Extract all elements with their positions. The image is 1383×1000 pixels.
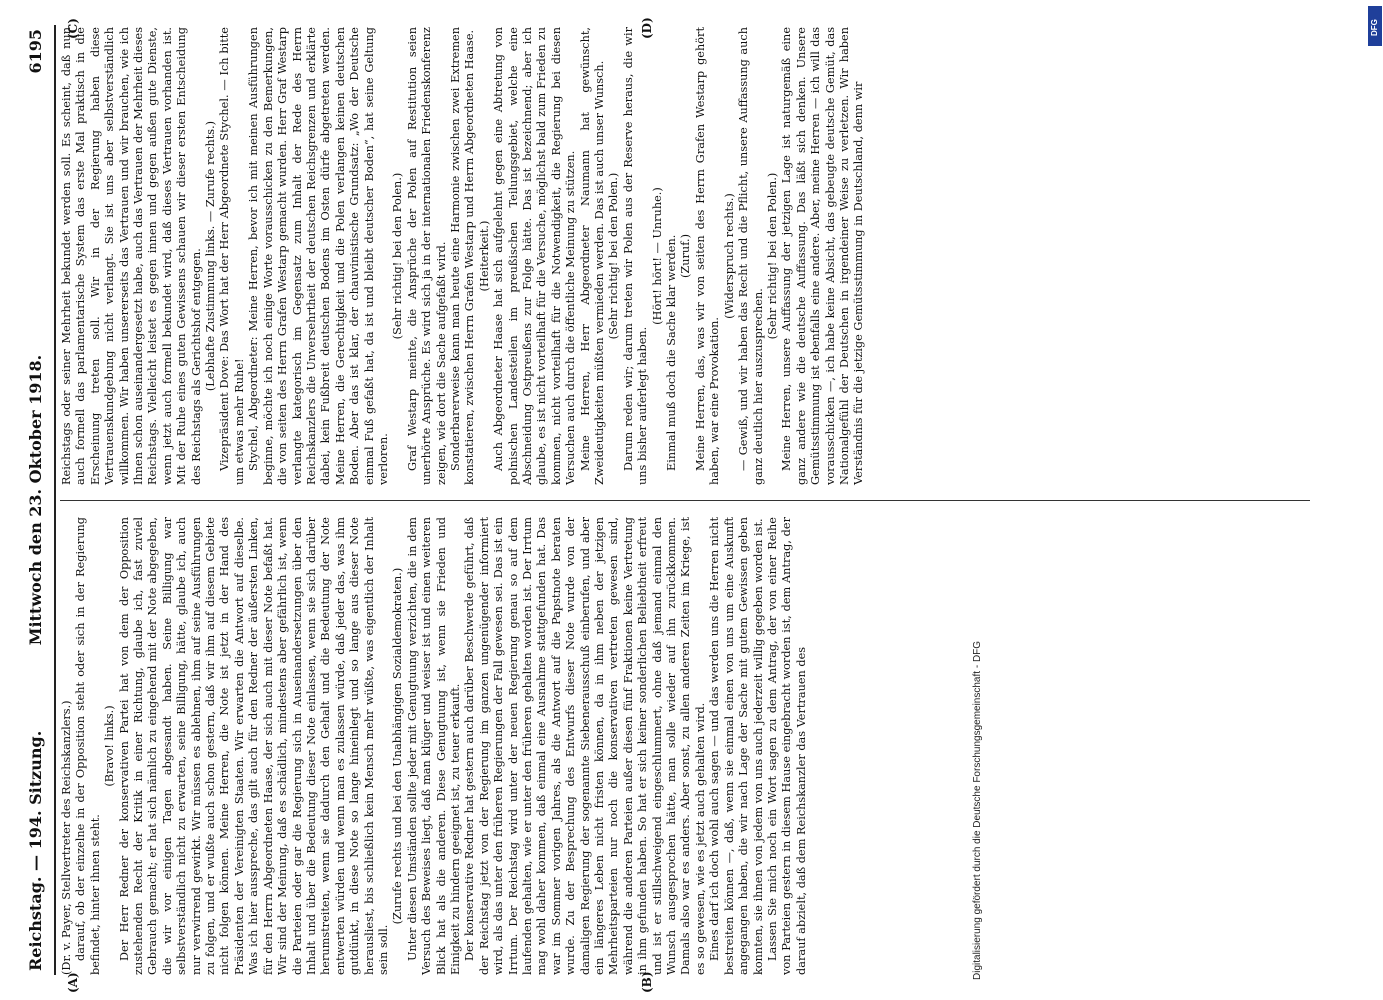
- paragraph: Reichstags oder seiner Mehrheit bekundet werden soll. Es scheint, daß nun auch formell das parlamentarische System das erste Mal praktisch in die Erscheinung treten soll. Wir in der Regierung haben diese Vertrauenskundgebung nicht verlangt. Sie ist uns aber selbstverständlich willkommen. Wir haben unsererseits das Vertrauen und wir brauchen, wie ich Ihnen schon auseinandergesetzt habe, auch das Vertrauen der Mehrheit dieses Reichstags. Vielleicht leistet es gegen innen und gegen außen gute Dienste, wenn jetzt auch formell bekundet wird, daß dieses Vertrauen vorhanden ist. Mit der Ruhe eines guten Gewissens schauen wir dieser ersten Entscheidung des Reichstags als Gerichtshof entgegen.: [60, 27, 203, 485]
- paragraph: Stychel, Abgeordneter: Meine Herren, bevor ich mit meinen Ausführungen beginne, möchte ich noch einige Worte vorausschicken zu den Bemerkungen, die von seiten des Herrn Grafen Westarp gemacht wurden. Herr Graf Westarp verlangte kategorisch im Gegensatz zum Inhalt der Rede des Herrn Reichskanzlers die Unversehrtheit der deutschen Reichsgrenzen und erklärte dabei, kein Fußbreit deutschen Bodens im Osten dürfe abgetreten werden. Meine Herren, die Gerechtigkeit und die Polen verlangen keinen deutschen Boden. Aber das ist klar, der chauvinistische Grundsatz: „Wo der Deutsche einmal Fuß gefaßt hat, da ist und bleibt deutscher Boden“, hat seine Geltung verloren.: [247, 27, 390, 485]
- interjection: (Sehr richtig! bei den Polen.): [765, 172, 779, 340]
- paragraph: Darum reden wir; darum treten wir Polen aus der Reserve heraus, die wir uns bisher auferlegt haben.: [621, 27, 650, 485]
- interjection: (Lebhafte Zustimmung links. — Zurufe rechts.): [204, 120, 218, 392]
- paragraph: Graf Westarp meinte, die Ansprüche der Polen auf Restitution seien unerhörte Ansprüche. Es wird sich ja in der internationalen Friedenskonferenz zeigen, wie dort die Sache aufgefaßt wird.: [405, 27, 448, 485]
- paragraph: Vizepräsident Dove: Das Wort hat der Herr Abgeordnete Stychel. — Ich bitte um etwas mehr Ruhe!: [218, 27, 246, 485]
- rotated-page: [20, 17, 1320, 993]
- paragraph: Der konservative Redner hat gestern auch darüber Beschwerde geführt, daß der Reichstag jetzt von der Regierung im ganzen ungenügender informiert wird, als das unter den früheren Regierungen der Fall gewesen sei. Das ist ein Irrtum. Der Reichstag wird unter der neuen Regierung genau so auf dem laufenden gehalten, wie er unter den früheren gehalten worden ist. Der Irrtum mag wohl daher kommen, daß einmal eine Ausnahme stattgefunden hat. Das war im Sommer vorigen Jahres, als die Antwort auf die Papstnote beraten wurde. Zu der Besprechung des Entwurfs dieser Note wurde von der damaligen Regierung der sogenannte Siebenerausschuß einberufen, und aber ein längeres Leben nicht fristen können, da in ihm neben der jetzigen Mehrheitsparteien nur noch die konservativen vertreten gewesen sind, während die anderen Parteien außer diesen fünf Fraktionen keine Vertretung in ihm gefunden haben. So hat er sich keiner sonderlichen Beliebtheit erfreut und ist er stillschweigend eingeschlummert, ohne daß jemand einmal den Wunsch ausgesprochen hätte, man solle wieder auf ihn zurückkommen. Damals also war es anders. Aber sonst, zu allen anderen Zeiten im Kriege, ist es so gewesen, wie es jetzt auch gehalten wird.: [463, 517, 707, 975]
- page-header: [26, 25, 52, 975]
- paragraph: Meine Herren, unsere Auffassung der jetzigen Lage ist naturgemäß eine ganz andere wie die deutsche Auffassung. Das läßt sich denken. Unsere Gemütsstimmung ist ebenfalls eine andere. Aber, meine Herren — ich will das vorausschicken —, ich habe keine Absicht, das gebeugte deutsche Gemüt, das Nationalgefühl der Deutschen in irgendeiner Weise zu verletzen. Wir haben Verständnis für die jetzige Gemütsstimmung in Deutschland, denn wir: [780, 27, 866, 485]
- column-divider: [60, 500, 1310, 501]
- paragraph: Lassen Sie mich noch ein Wort sagen zu dem Antrag, der von einer Reihe von Parteien gestern in diesem Hause eingebracht worden ist, dem Antrag, der darauf abzielt, daß dem Reichskanzler das Vertrauen des: [765, 517, 808, 975]
- margin-marker-d: (D): [640, 17, 654, 39]
- paragraph: — Gewiß, und wir haben das Recht und die Pflicht, unsere Auffassung auch ganz deutlich hier auszusprechen.: [737, 27, 765, 485]
- margin-marker-c: (C): [66, 18, 80, 39]
- margin-marker-b: (B): [640, 971, 654, 993]
- paragraph: Sonderbarerweise kann man heute eine Harmonie zwischen zwei Extremen konstatieren, zwischen Herrn Grafen Westarp und Herrn Abgeordneten Haase.: [448, 27, 477, 485]
- interjection: (Bravo! links.): [103, 705, 117, 787]
- paragraph: Der Herr Redner der konservativen Partei hat von dem der Opposition zustehenden Recht der Kritik in einer Richtung, glaube ich, fast zuviel Gebrauch gemacht; er hat sich nämlich zu eingehend mit der Note abgegeben, die wir vor einigen Tagen abgesandt haben. Seine Billigung war selbstverständlich nicht zu erwarten, seine Billigung, hätte, glaube ich, auch nur verwirrend gewirkt. Wir müssen es ablehnen, ihm auf seine Ausführungen zu folgen, und er wußte auch schon gestern, daß wir ihm auf diesem Gebiete nicht folgen können. Meine Herren, die Note ist jetzt in der Hand des Präsidenten der Vereinigten Staaten. Wir erwarten die Antwort auf dieselbe. Was ich hier ausspreche, das gilt auch für den Redner der äußersten Linken, für den Herrn Abgeordneten Haase, der sich auch mit dieser Note befaßt hat. Wir sind der Meinung, daß es schädlich, mindestens aber gefährlich ist, wenn die Parteien oder gar die Regierung sich in Auseinandersetzungen über den Inhalt und über die Bedeutung dieser Note einlassen, wenn sie sich darüber herumstreiten, wenn sie dadurch den Gehalt und die Bedeutung der Note entwerten würden und wenn man es zulassen würde, daß jeder das, was ihm gutdünkt, in diese Note so lange hineinlegt und so lange aus dieser Note herausliest, bis schließlich kein Mensch mehr wüßte, was eigentlich der Inhalt sein soll.: [117, 517, 390, 975]
- margin-marker-a: (A): [66, 972, 80, 993]
- dfg-logo-text: DFG: [1370, 19, 1379, 36]
- interjection: (Widerspruch rechts.): [722, 193, 736, 319]
- paragraph: Einmal muß doch die Sache klar werden.: [665, 234, 679, 471]
- paragraph: Meine Herren, das, was wir von seiten des Herrn Grafen Westarp gehört haben, war eine Provokation.: [693, 27, 722, 485]
- interjection: (Heiterkeit.): [477, 220, 491, 292]
- interjection: (Zuruf.): [679, 234, 693, 278]
- paragraph: Auch Abgeordneter Haase hat sich aufgelehnt gegen eine Abtretung von polnischen Landesteilen im preußischen Teilungsgebiet, welche eine Abschneidung Ostpreußens zur Folge hätte. Das ist bezeichnend; aber ich glaube, es ist nicht vorteilhaft für die Versuche, möglichst bald zum Frieden zu kommen, nicht vorteilhaft für die Notwendigkeit, die Regierung bei diesen Versuchen auch durch die öffentliche Meinung zu stützen.: [492, 27, 578, 485]
- interjection: (Hört! hört! — Unruhe.): [650, 187, 664, 325]
- interjection: (Sehr richtig! bei den Polen.): [607, 172, 621, 340]
- header-rule: [54, 25, 56, 975]
- paragraph: darauf, ob der einzelne in der Opposition steht oder sich in der Regierung befindet, hinter ihnen steht.: [74, 517, 102, 975]
- left-column: [60, 517, 1310, 975]
- dfg-logo: [1368, 6, 1382, 46]
- interjection: (Sehr richtig! bei den Polen.): [391, 172, 405, 340]
- header-left: Reichstag. — 194. Sitzung.: [26, 730, 45, 971]
- digitization-note: Digitalisierung gefördert durch die Deutsche Forschungsgemeinschaft - DFG: [972, 640, 983, 980]
- interjection: (Zurufe rechts und bei den Unabhängigen Sozialdemokraten.): [391, 567, 405, 925]
- paragraph: Eines darf ich doch wohl auch sagen — und das werden uns die Herren nicht bestreiten können —, daß, wenn sie einmal einen von uns um eine Auskunft angegangen haben, die wir nach Lage der Sache mit gutem Gewissen geben konnten, sie ihnen von jedem von uns auch jederzeit willig gegeben worden ist.: [708, 517, 765, 975]
- header-date: Mittwoch den 23. Oktober 1918.: [26, 354, 45, 646]
- page-number: 6195: [26, 29, 45, 74]
- paragraph: Meine Herren, Herr Abgeordneter Naumann hat gewünscht, Zweideutigkeiten müßten vermieden werden. Das ist auch unser Wunsch.: [578, 27, 607, 485]
- paragraph: (Dr. v. Payer, Stellvertreter des Reichskanzlers.): [60, 700, 73, 975]
- right-column: [60, 27, 1310, 485]
- paragraph: Unter diesen Umständen sollte jeder mit Genugtuung verzichten, die in dem Versuch des Beweises liegt, daß man klüger und weiser ist und einen weiteren Blick hat als die anderen. Diese Genugtuung ist, wenn sie Frieden und Einigkeit zu hindern geeignet ist, zu teuer erkauft.: [405, 517, 462, 975]
